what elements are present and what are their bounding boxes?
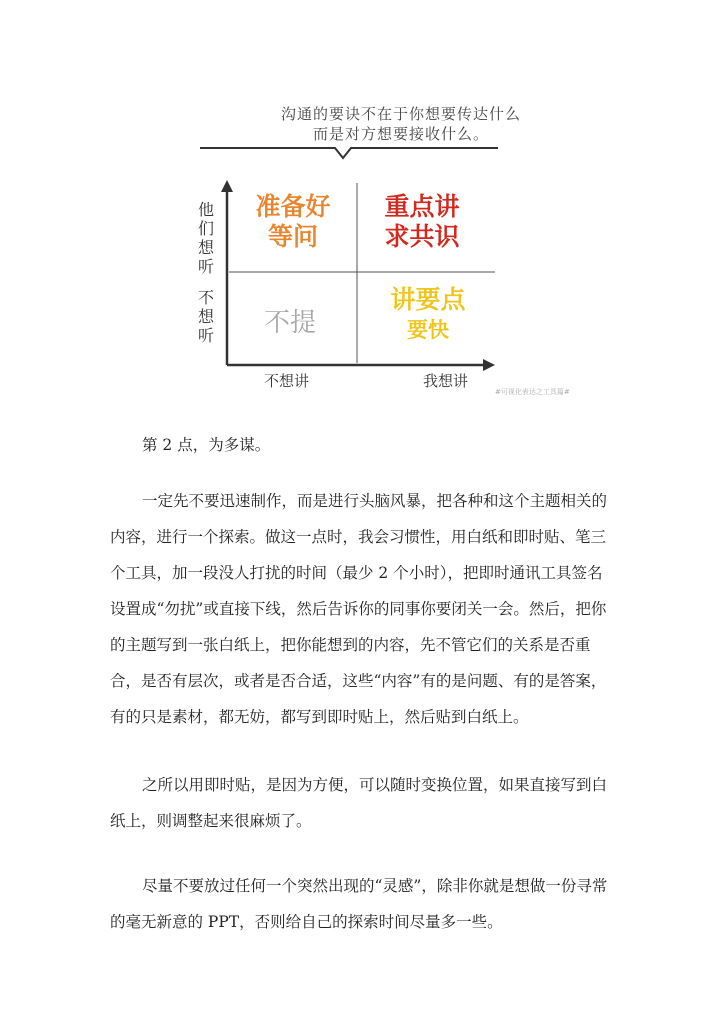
quadrant-bottom-right bbox=[373, 285, 483, 345]
paragraph-2 bbox=[110, 483, 612, 735]
y-axis-label-bottom: 不想听 bbox=[197, 288, 214, 345]
paragraph-2-text: 一定先不要迅速制作，而是进行头脑风暴，把各种和这个主题相关的内容，进行一个探索。做这一点时，我会习惯性，用白纸和即时贴、笔三个工具，加一段没人打扰的时间（最少 2 个小时），把即时通讯工具签名设置成“勿扰”或直接下线，然后告诉你的同事你要闭关一会。然后，把你的主题写到一张白纸上，把你能想到的内容，先不管它们的关系是否重合，是否有层次，或者是否合适，这些“内容”有的是问题、有的是答案，有的只是素材，都无妨，都写到即时贴上，然后贴到白纸上。 bbox=[110, 492, 608, 726]
quadrant-bottom-right-line1: 讲要点 bbox=[390, 285, 466, 314]
figure-caption-line1: 沟通的要诀不在于你想要传达什么 bbox=[280, 105, 521, 123]
paragraph-4-text: 尽量不要放过任何一个突然出现的“灵感”，除非你就是想做一份寻常的毫无新意的 PPT，否则给自己的探索时间尽量多一些。 bbox=[110, 877, 608, 931]
figure-watermark: #可视化表达之工具篇# bbox=[495, 388, 570, 396]
paragraph-4 bbox=[110, 868, 612, 940]
quadrant-bottom-right-line2: 要快 bbox=[407, 318, 449, 342]
x-axis-label-left: 不想讲 bbox=[264, 372, 310, 390]
quadrant-top-left bbox=[238, 192, 348, 252]
y-axis-arrow bbox=[221, 180, 233, 192]
quadrant-bottom-left: 不提 bbox=[263, 308, 316, 338]
quadrant-top-right bbox=[372, 192, 472, 252]
communication-quadrant-figure bbox=[190, 95, 580, 405]
x-axis-label-right: 我想讲 bbox=[423, 372, 469, 390]
paragraph-1 bbox=[110, 427, 612, 463]
quadrant-top-right-line2: 求共识 bbox=[384, 222, 460, 251]
paragraph-3-text: 之所以用即时贴，是因为方便，可以随时变换位置，如果直接写到白纸上，则调整起来很麻烦了。 bbox=[110, 776, 608, 830]
paragraph-3 bbox=[110, 767, 612, 839]
figure-caption-line2: 而是对方想要接收什么。 bbox=[312, 125, 489, 143]
y-axis-label-top: 他们想听 bbox=[197, 200, 214, 276]
quadrant-top-left-line1: 准备好 bbox=[255, 192, 331, 221]
quadrant-top-right-line1: 重点讲 bbox=[384, 192, 460, 221]
x-axis-arrow bbox=[483, 359, 495, 371]
paragraph-1-text: 第 2 点，为多谋。 bbox=[142, 436, 271, 454]
caption-underline bbox=[200, 148, 498, 158]
quadrant-top-left-line2: 等问 bbox=[267, 222, 318, 251]
